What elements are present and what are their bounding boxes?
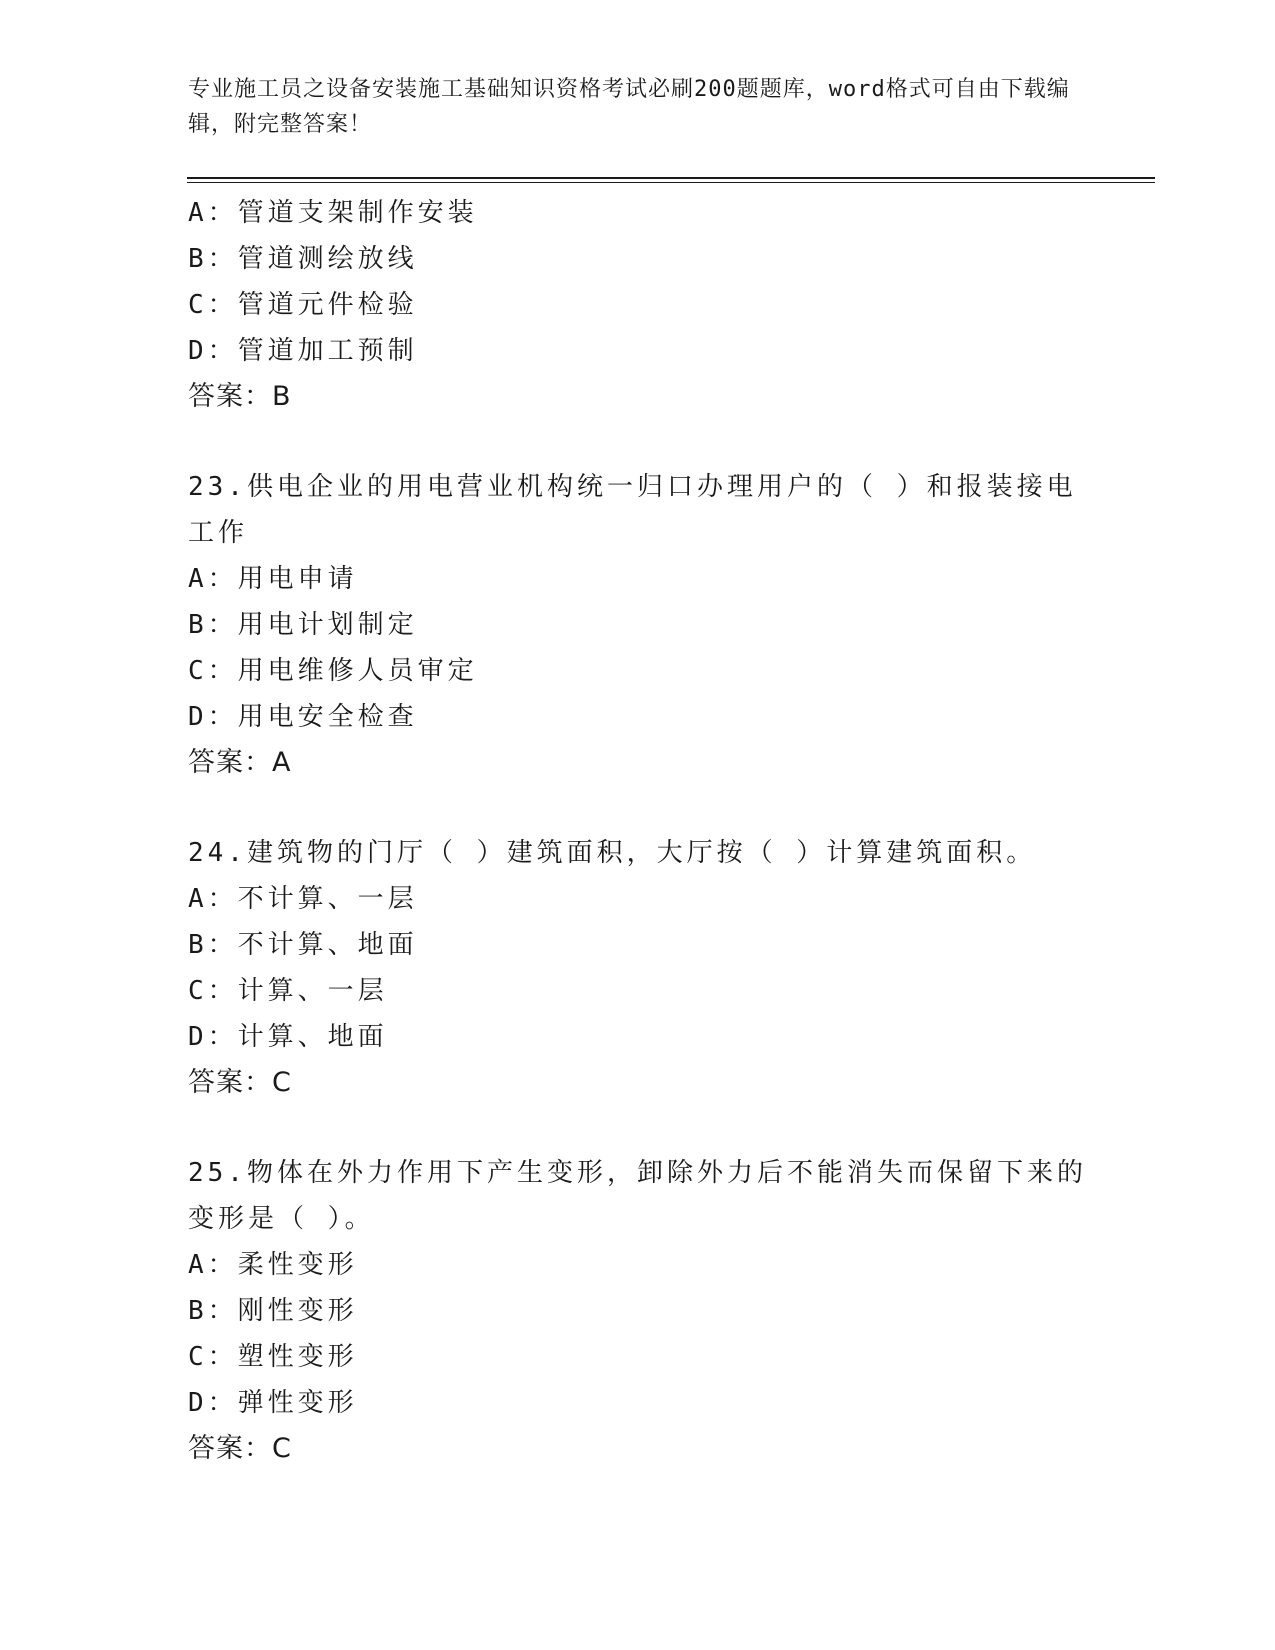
answer-line: 答案：C (188, 1433, 292, 1464)
question-text: 24.建筑物的门厅（ ）建筑面积，大厅按（ ）计算建筑面积。 (188, 838, 1037, 868)
option-b: B：不计算、地面 (188, 930, 418, 960)
option-c: C：管道元件检验 (188, 290, 418, 320)
option-d: D：计算、地面 (188, 1022, 388, 1052)
question-text: 23.供电企业的用电营业机构统一归口办理用户的（ ）和报装接电工作 (188, 472, 1077, 548)
question-block-24 (188, 830, 1088, 1106)
header-rule-thin (187, 182, 1155, 183)
option-b: B：用电计划制定 (188, 610, 418, 640)
question-block-23 (188, 464, 1088, 786)
option-b: B：管道测绘放线 (188, 244, 418, 274)
prev-question-block (188, 190, 1088, 420)
option-d: D：用电安全检查 (188, 702, 418, 732)
option-a: A：用电申请 (188, 564, 358, 594)
question-text: 25.物体在外力作用下产生变形，卸除外力后不能消失而保留下来的变形是（ ）。 (188, 1158, 1087, 1234)
question-block-25 (188, 1150, 1088, 1472)
answer-line: 答案：B (188, 381, 292, 412)
header-rule-thick (187, 177, 1155, 179)
answer-line: 答案：C (188, 1067, 292, 1098)
spacer (188, 420, 1088, 464)
option-b: B：刚性变形 (188, 1296, 358, 1326)
option-a: A：不计算、一层 (188, 884, 418, 914)
option-a: A：管道支架制作安装 (188, 198, 478, 228)
option-d: D：弹性变形 (188, 1388, 358, 1418)
option-c: C：计算、一层 (188, 976, 388, 1006)
spacer (188, 1106, 1088, 1150)
option-c: C：塑性变形 (188, 1342, 358, 1372)
option-a: A：柔性变形 (188, 1250, 358, 1280)
spacer (188, 786, 1088, 830)
question-content (188, 190, 1088, 1472)
answer-line: 答案：A (188, 747, 292, 778)
document-header: 专业施工员之设备安装施工基础知识资格考试必刷200题题库，word格式可自由下载编辑，附完整答案！ (188, 77, 1070, 137)
option-d: D：管道加工预制 (188, 336, 418, 366)
option-c: C：用电维修人员审定 (188, 656, 478, 686)
